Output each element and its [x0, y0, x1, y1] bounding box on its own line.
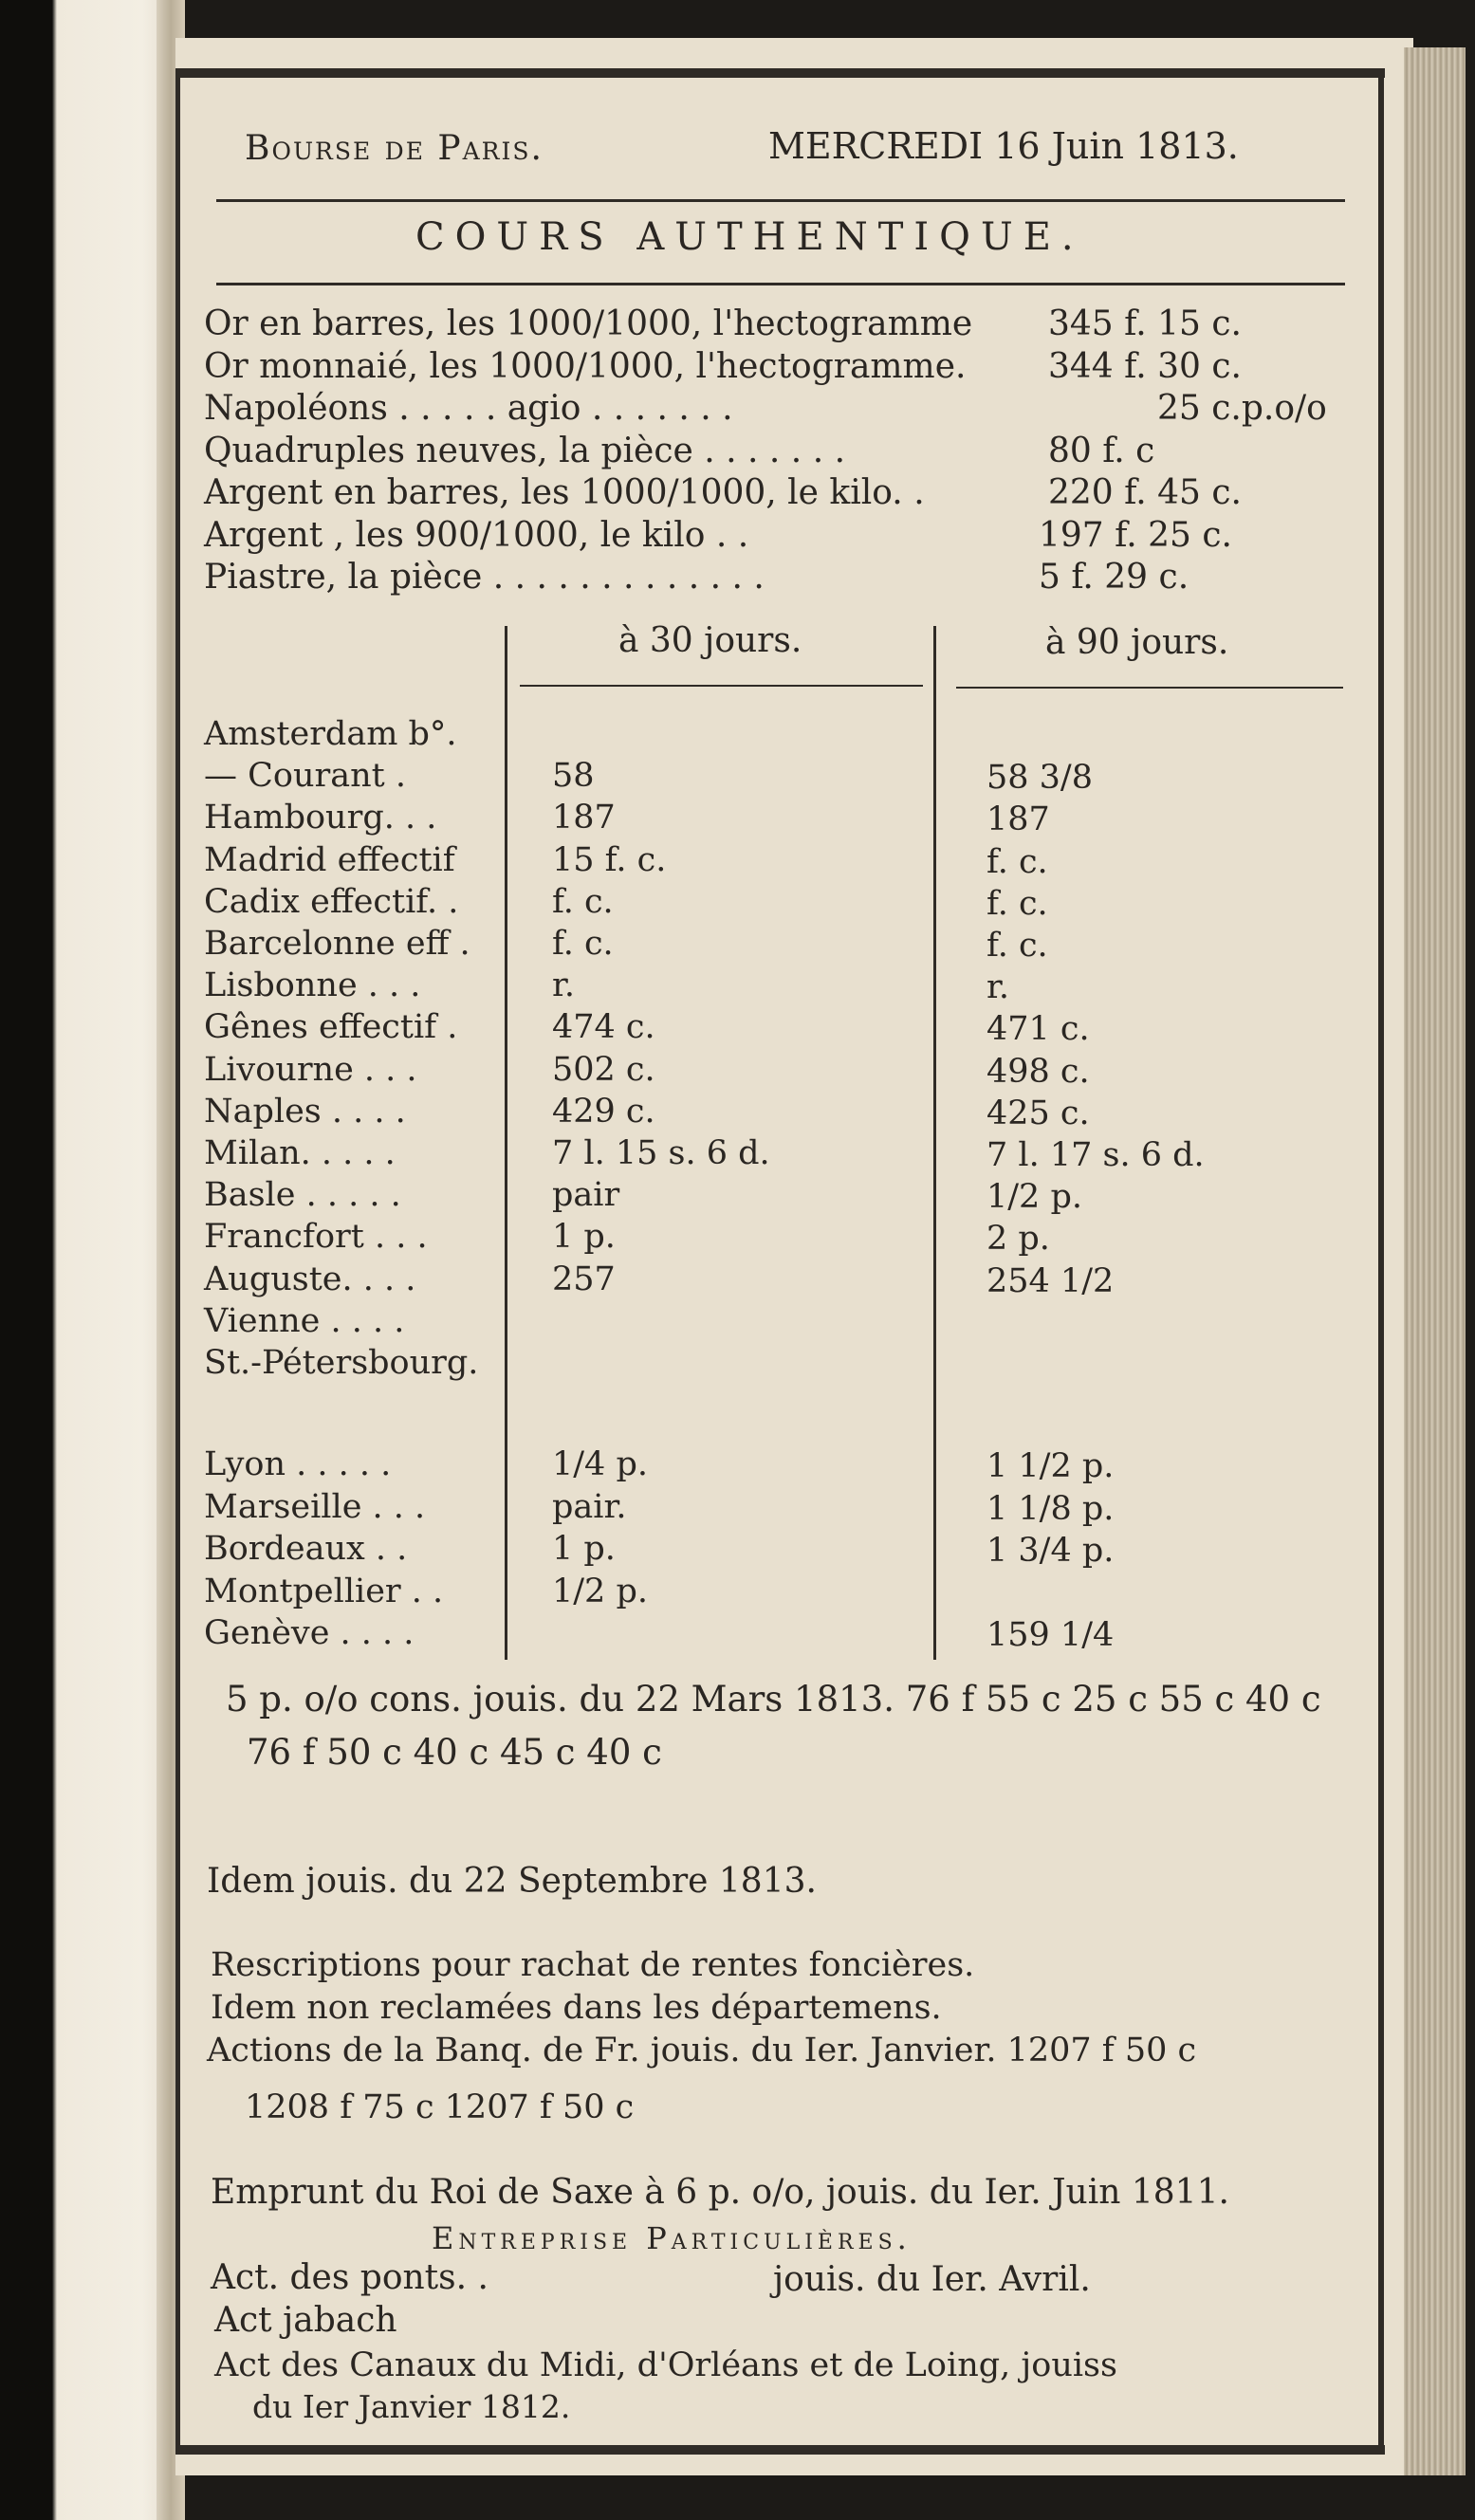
- exchange-90d: 498 c.: [986, 1052, 1090, 1091]
- frame-bottom: [175, 2445, 1385, 2455]
- exchange-city: Cadix effectif. .: [204, 882, 459, 921]
- exchange-city: — Courant .: [204, 757, 406, 796]
- exchange-30d: 502 c.: [552, 1050, 655, 1089]
- domestic-city: Lyon . . . . .: [204, 1445, 392, 1483]
- exchange-30d: 1 p.: [552, 1218, 616, 1257]
- rentes-line-1: 5 p. o/o cons. jouis. du 22 Mars 1813. 76 f 55 c 25 c 55 c 40 c: [226, 1679, 1321, 1720]
- exchange-90d: 254 1/2: [986, 1261, 1115, 1300]
- metal-label: Or monnaié, les 1000/1000, l'hectogramme.: [204, 346, 967, 386]
- domestic-30d: 1/4 p.: [552, 1445, 648, 1483]
- metal-price: 345 f. 15 c.: [1048, 304, 1242, 343]
- exchange-90d: 425 c.: [986, 1094, 1090, 1132]
- frame-top: [175, 68, 1385, 78]
- header-rule: [216, 199, 1345, 202]
- metal-label: Quadruples neuves, la pièce . . . . . . .: [204, 431, 846, 470]
- exchange-30d: pair: [552, 1176, 620, 1215]
- metal-label: Argent en barres, les 1000/1000, le kilo. .: [204, 473, 925, 512]
- exchange-city: Basle . . . . .: [204, 1176, 401, 1215]
- entreprises-heading: Entreprise Particulières.: [432, 2220, 912, 2256]
- page-title: COURS AUTHENTIQUE.: [415, 215, 1084, 259]
- exchange-90d: 7 l. 17 s. 6 d.: [986, 1136, 1205, 1174]
- exchange-city: Madrid effectif: [204, 840, 455, 879]
- domestic-90d: 1 1/2 p.: [986, 1447, 1115, 1485]
- metal-price: 197 f. 25 c.: [1039, 515, 1232, 555]
- exchange-city: Hambourg. . .: [204, 799, 437, 837]
- col-30-header: à 30 jours.: [618, 621, 802, 660]
- frame-right: [1378, 68, 1384, 2455]
- domestic-90d: 159 1/4: [986, 1616, 1115, 1654]
- domestic-90d: 1 3/4 p.: [986, 1532, 1115, 1570]
- header-bourse: Bourse de Paris.: [245, 129, 544, 168]
- exchange-30d: 474 c.: [552, 1008, 655, 1047]
- exchange-30d: r.: [552, 966, 576, 1005]
- rescription-line: 1208 f 75 c 1207 f 50 c: [245, 2088, 635, 2126]
- exchange-city: Lisbonne . . .: [204, 966, 421, 1005]
- exchange-30d: 187: [552, 799, 616, 837]
- exchange-city: St.-Pétersbourg.: [204, 1344, 479, 1382]
- metal-price: 5 f. 29 c.: [1039, 558, 1189, 597]
- exchange-30d: 58: [552, 757, 595, 796]
- domestic-30d: 1/2 p.: [552, 1572, 648, 1610]
- metal-label: Piastre, la pièce . . . . . . . . . . . . .: [204, 558, 765, 597]
- entreprise-jabach: Act jabach: [214, 2301, 397, 2340]
- exchange-city: Livourne . . .: [204, 1050, 417, 1089]
- header-date: MERCREDI 16 Juin 1813.: [768, 125, 1239, 167]
- exchange-city: Gênes effectif .: [204, 1008, 458, 1047]
- exchange-30d: f. c.: [552, 882, 614, 921]
- exchange-city: Amsterdam b°.: [204, 715, 457, 753]
- col-divider-1: [505, 626, 507, 1660]
- entreprise-canaux-2: du Ier Janvier 1812.: [252, 2388, 571, 2425]
- entreprise-ponts: Act. des ponts. .: [211, 2258, 489, 2297]
- col-90-rule: [956, 687, 1343, 689]
- metal-label: Argent , les 900/1000, le kilo . .: [204, 515, 749, 555]
- rescription-line: Rescriptions pour rachat de rentes foncières.: [211, 1946, 975, 1984]
- left-page-edge: [0, 0, 171, 2520]
- rentes-line-2: 76 f 50 c 40 c 45 c 40 c: [247, 1732, 662, 1773]
- col-30-rule: [520, 685, 923, 687]
- exchange-city: Francfort . . .: [204, 1218, 428, 1257]
- frame-left: [175, 68, 180, 2455]
- exchange-90d: 471 c.: [986, 1010, 1090, 1049]
- exchange-90d: 2 p.: [986, 1220, 1050, 1259]
- col-90-header: à 90 jours.: [1045, 623, 1229, 662]
- rentes-idem: Idem jouis. du 22 Septembre 1813.: [207, 1862, 817, 1901]
- metal-label: Napoléons . . . . . agio . . . . . . .: [204, 389, 733, 428]
- exchange-city: Barcelonne eff .: [204, 925, 470, 963]
- exchange-30d: 7 l. 15 s. 6 d.: [552, 1134, 770, 1172]
- metal-label: Or en barres, les 1000/1000, l'hectogramme: [204, 304, 973, 343]
- exchange-30d: 429 c.: [552, 1092, 655, 1131]
- domestic-30d: 1 p.: [552, 1530, 616, 1568]
- exchange-30d: 257: [552, 1260, 616, 1298]
- exchange-90d: 58 3/8: [986, 759, 1093, 798]
- exchange-90d: r.: [986, 968, 1010, 1007]
- domestic-city: Montpellier . .: [204, 1572, 444, 1610]
- exchange-90d: f. c.: [986, 884, 1048, 923]
- metal-price: 344 f. 30 c.: [1048, 346, 1242, 386]
- exchange-city: Auguste. . . .: [204, 1260, 416, 1298]
- exchange-90d: f. c.: [986, 927, 1048, 965]
- exchange-30d: 15 f. c.: [552, 840, 667, 879]
- exchange-city: Milan. . . . .: [204, 1134, 396, 1172]
- exchange-city: Naples . . . .: [204, 1092, 406, 1131]
- metal-price: 220 f. 45 c.: [1048, 473, 1242, 512]
- exchange-90d: f. c.: [986, 842, 1048, 881]
- page-edges: [1404, 47, 1466, 2475]
- rescription-line: Actions de la Banq. de Fr. jouis. du Ier. Janvier. 1207 f 50 c: [207, 2032, 1197, 2069]
- col-divider-2: [933, 626, 936, 1660]
- exchange-90d: 1/2 p.: [986, 1178, 1082, 1217]
- domestic-city: Genève . . . .: [204, 1614, 415, 1652]
- domestic-city: Bordeaux . .: [204, 1530, 408, 1568]
- entreprise-ponts-jouis: jouis. du Ier. Avril.: [773, 2260, 1091, 2299]
- domestic-city: Marseille . . .: [204, 1487, 426, 1526]
- entreprise-canaux: Act des Canaux du Midi, d'Orléans et de Loing, jouiss: [214, 2346, 1117, 2384]
- exchange-city: Vienne . . . .: [204, 1301, 405, 1340]
- exchange-30d: f. c.: [552, 925, 614, 963]
- metal-price: 80 f. c: [1048, 431, 1155, 470]
- domestic-90d: 1 1/8 p.: [986, 1489, 1115, 1528]
- emprunt-line: Emprunt du Roi de Saxe à 6 p. o/o, jouis. du Ier. Juin 1811.: [211, 2173, 1229, 2212]
- exchange-90d: 187: [986, 800, 1050, 839]
- rescription-line: Idem non reclamées dans les départemens.: [211, 1989, 942, 2027]
- domestic-30d: pair.: [552, 1487, 627, 1526]
- metal-price: 25 c.p.o/o: [1157, 389, 1327, 428]
- title-rule: [216, 283, 1345, 285]
